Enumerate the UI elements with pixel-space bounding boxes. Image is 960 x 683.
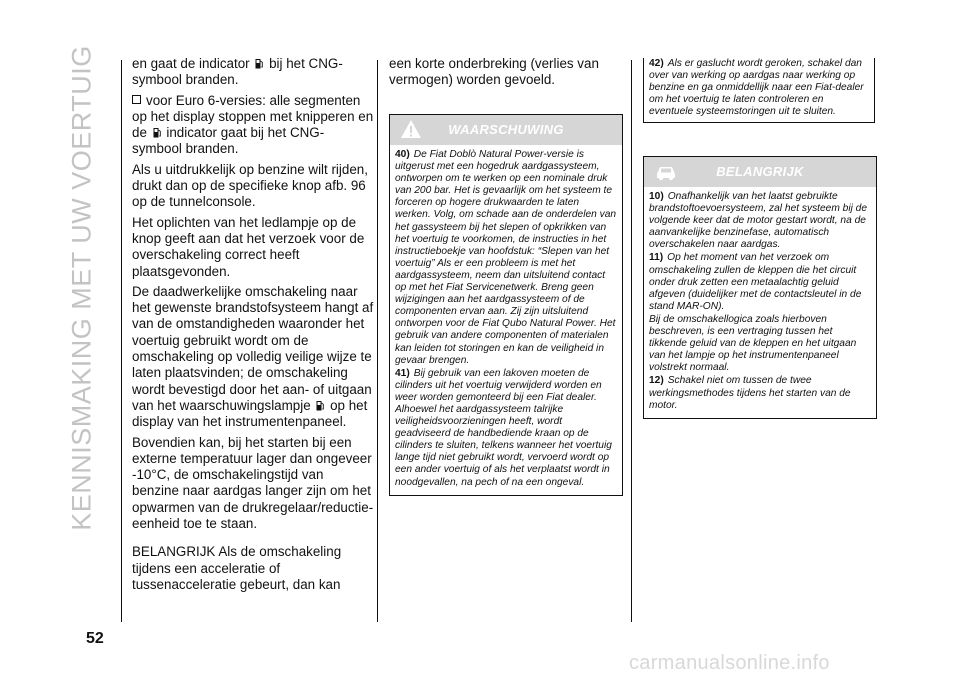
note-number: 40) <box>395 149 410 160</box>
note-item <box>395 149 617 367</box>
important-box <box>643 156 877 419</box>
watermark-text: carmanualsonline.info <box>629 652 830 674</box>
paragraph: BELANGRIJK Als de omschakeling tijdens een acceleratie of tussenacceleratie gebeurt, dan kan <box>132 544 342 592</box>
note-text: Bij de omschakellogica zoals hierboven beschreven, is een vertraging tussen het tikkende geluid van de kleppen en het uitgaan van het lampje op het instrumentenpaneel volstrekt normaal. <box>649 313 857 374</box>
text-run: voor Euro 6-versies: alle segmenten op het display stoppen met knipperen en de <box>132 92 374 141</box>
fuel-pump-icon <box>153 127 161 138</box>
warning-heading: WAARSCHUWING <box>448 122 564 137</box>
text-run: op het display van het instrumentenpaneel. <box>132 397 368 430</box>
important-body <box>644 187 876 418</box>
bullet-paragraph <box>132 93 374 158</box>
note-item <box>649 191 871 251</box>
text-column-3 <box>643 58 875 123</box>
text-column-2 <box>389 56 621 89</box>
important-heading: BELANGRIJK <box>716 164 804 179</box>
paragraph <box>132 56 374 89</box>
paragraph: Het oplichten van het ledlampje op de knop geeft aan dat het verzoek voor de overschakeling correct heeft plaatsgevonden. <box>132 214 365 279</box>
note-text: Onafhankelijk van het laatst gebruikte brandstoftoevoersysteem, zal het systeem bij de volgende keer dat de motor gestart wordt, na de aanvankelijke benzinefase, automatisch overschakelen naar aardgas. <box>649 191 868 251</box>
note-number: 11) <box>649 252 664 264</box>
warning-continuation <box>643 58 875 123</box>
column-divider-3 <box>631 60 632 622</box>
note-number: 42) <box>649 58 664 69</box>
text-run: bij het CNG-symbool branden. <box>132 56 343 88</box>
warning-box <box>389 114 623 496</box>
fuel-pump-icon <box>316 400 324 411</box>
note-item <box>649 252 871 312</box>
text-column-1 <box>132 56 374 597</box>
column-divider-2 <box>377 60 378 622</box>
warning-header <box>390 115 622 145</box>
section-title-vertical <box>58 45 106 531</box>
note-text: De Fiat Doblò Natural Power-versie is uitgerust met een hogedruk aardgassysteem, ontworpen om te werken op een nominale druk van 200 bar. Het is gevaarlijk om het systeem te forceren op hogere drukwaarden te laten werken. Volg, om schade aan de onderdelen van het gassysteem bij het slepen of opkrikken van het voertuig te voorkomen, de instructies in het instructieboekje van hoofdstuk: “Slepen van het voertuig” Als er een probleem is met het aardgassysteem, neem dan uitsluitend contact op met het Fiat Servicenetwerk. Breng geen wijzigingen aan het aardgassysteem of de componenten ervan aan. Zij zijn uitsluitend ontworpen voor de Fiat Qubo Natural Power. Het gebruik van andere componenten of materialen kan leiden tot storingen en kan de veiligheid in gevaar brengen. <box>395 149 617 366</box>
paragraph: een korte onderbreking (verlies van vermogen) worden gevoeld. <box>389 56 599 88</box>
note-number: 10) <box>649 191 664 202</box>
important-header <box>644 157 876 187</box>
note-text: Schakel niet om tussen de twee werkingsmethodes tijdens het starten van de motor. <box>649 375 851 411</box>
note-number: 12) <box>649 375 664 387</box>
text-run: De daadwerkelijke omschakeling naar het gewenste brandstofsysteem hangt af van de omstandigheden waaronder het voertuig gebruikt wordt om de omschakeling op volledig veilige wijze te laten plaatsvinden; de omschakeling wordt bevestigd door het aan- of uitgaan van het waarschuwingslampje <box>132 283 374 413</box>
text-run: en gaat de indicator <box>132 56 250 71</box>
text-run: indicator gaat bij het CNG-symbool branden. <box>132 125 325 157</box>
note-item <box>649 314 871 374</box>
note-text: Op het moment van het verzoek om omschakeling zullen de kleppen die het circuit onder druk zetten een metaalachtig geluid afgeven (duidelijker met de contactsleutel in de stand MAR-ON). <box>649 252 862 312</box>
paragraph <box>132 284 374 431</box>
bullet-icon <box>132 95 141 104</box>
note-item <box>395 368 617 489</box>
warning-body <box>390 145 622 495</box>
page-number: 52 <box>86 630 104 647</box>
note-item <box>649 375 871 411</box>
note-number: 41) <box>395 367 410 379</box>
note-text: Bij gebruik van een lakoven moeten de cilinders uit het voertuig verwijderd worden en weer worden gemonteerd bij een Fiat dealer. Alhoewel het aardgassysteem talrijke veiligheidsvoorzieningen heeft, wordt geadviseerd de handbediende kraan op de cilinders te sluiten, telkens wanneer het voertuig lange tijd niet gebruikt wordt, vervoerd wordt op een ander voertuig of als het verplaatst wordt in noodgevallen, na pech of na een ongeval. <box>395 367 612 488</box>
section-title-text: KENNISMAKING MET UW VOERTUIG <box>66 45 97 531</box>
paragraph: Bovendien kan, bij het starten bij een externe temperatuur lager dan ongeveer -10°C, de omschakelingstijd van benzine naar aardgas langer zijn om het opwarmen van de drukregelaar/reductie-eenheid toe te staan. <box>132 434 374 532</box>
note-text: Als er gaslucht wordt geroken, schakel dan over van werking op aardgas naar werking op benzine en ga onmiddellijk naar een Fiat-dealer om het voertuig te laten controleren en eventuele systeemstoringen uit te sluiten. <box>649 58 864 118</box>
paragraph: Als u uitdrukkelijk op benzine wilt rijden, drukt dan op de specifieke knop afb. 96 op de tunnelconsole. <box>132 161 368 210</box>
fuel-pump-icon <box>255 58 263 69</box>
column-divider-1 <box>121 60 122 622</box>
